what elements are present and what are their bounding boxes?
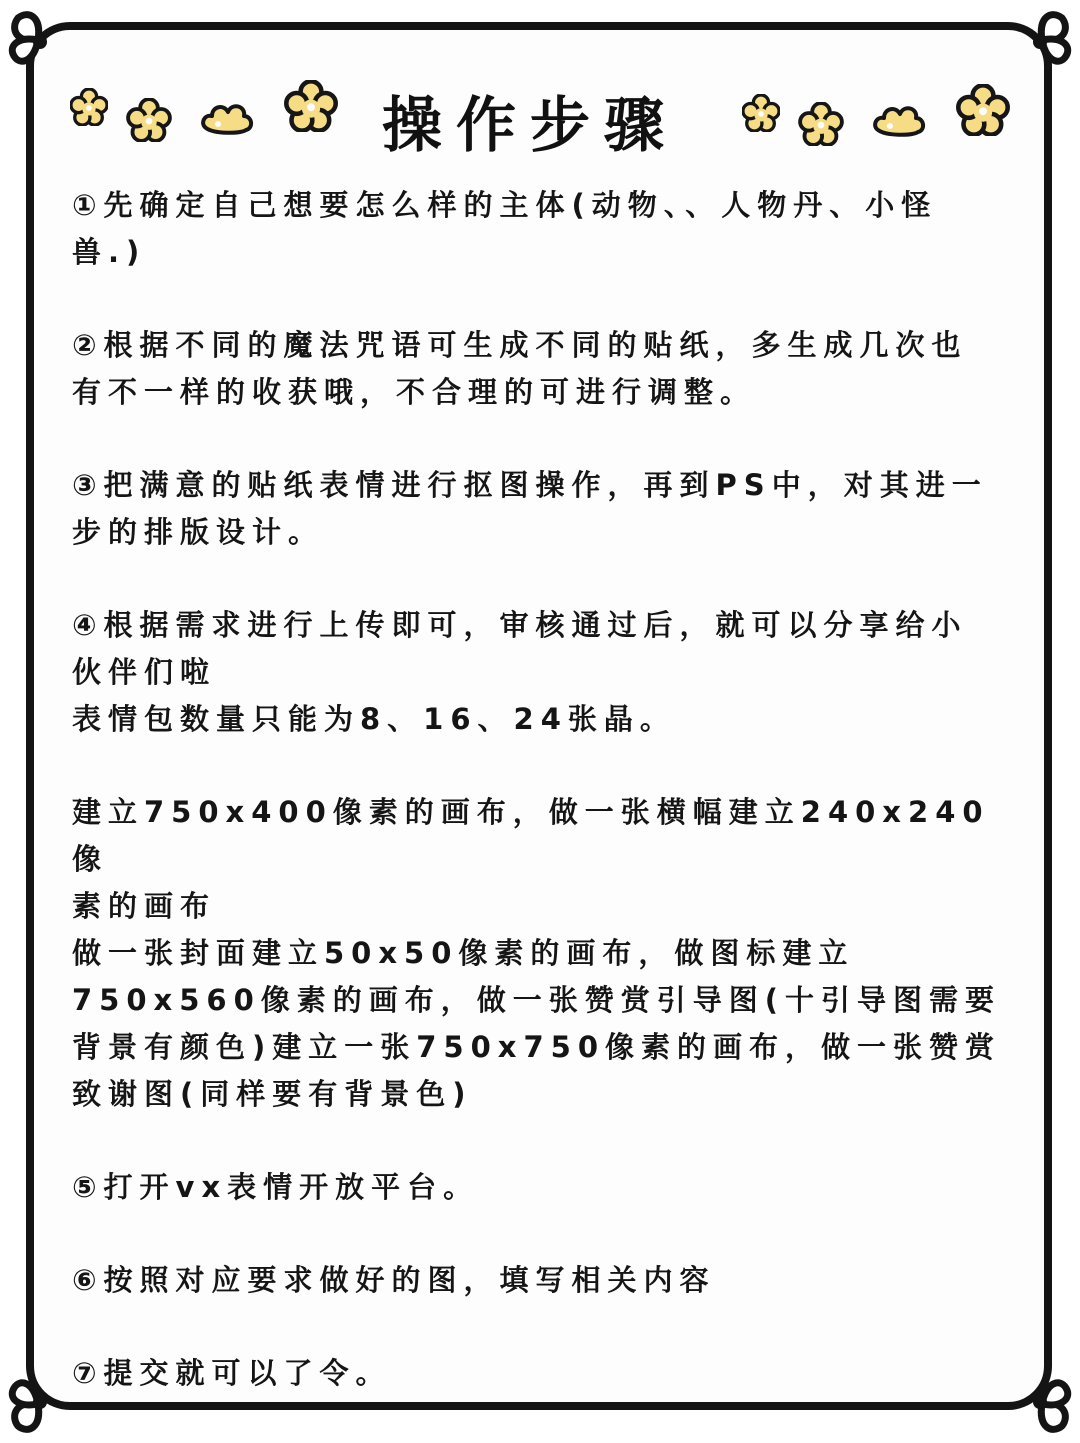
corner-bow-icon	[994, 1356, 1072, 1434]
step-4: ④根据需求进行上传即可，审核通过后，就可以分享给小 伙伴们啦 表情包数量只能为8、16、24张晶。	[72, 608, 968, 736]
canvas-size-notes: 建立750x400像素的画布，做一张横幅建立240x240像 素的画布 做一张封面建立50x50像素的画布，做图标建立 750x560像素的画布，做一张赞赏引导图(十引导图需要 背景有颜色)建立一张750x750像素的画布，做一张赞赏 致谢图(同样要有背景色)	[72, 795, 1002, 1111]
flower-icon	[126, 98, 172, 142]
flower-icon	[798, 102, 844, 146]
step-2: ②根据不同的魔法咒语可生成不同的贴纸，多生成几次也 有不一样的收获哦，不合理的可进行调整。	[72, 328, 968, 409]
flower-icon	[742, 94, 780, 132]
flower-icon	[956, 84, 1010, 136]
flower-icon	[284, 80, 338, 132]
step-1: ①先确定自己想要怎么样的主体(动物、、人物丹、小怪 兽.)	[72, 188, 938, 269]
popcorn-icon	[872, 100, 926, 140]
page-title: 操作步骤	[382, 91, 678, 161]
step-7: ⑦提交就可以了令。	[72, 1356, 392, 1390]
popcorn-icon	[200, 98, 254, 138]
step-6: ⑥按照对应要求做好的图，填写相关内容	[72, 1263, 716, 1297]
header	[0, 70, 1080, 170]
flower-icon	[70, 88, 108, 126]
step-5: ⑤打开vx表情开放平台。	[72, 1170, 480, 1204]
step-3: ③把满意的贴纸表情进行抠图操作，再到PS中，对其进一 步的排版设计。	[72, 468, 988, 549]
steps-list	[72, 182, 1002, 1443]
